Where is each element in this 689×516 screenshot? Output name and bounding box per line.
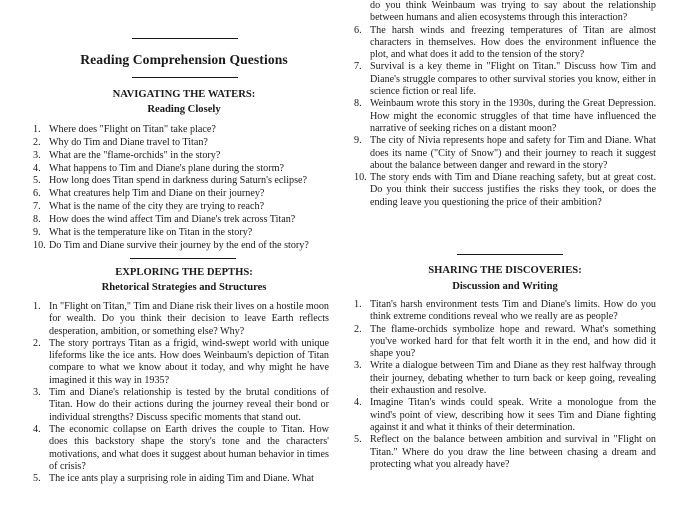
question-number: 9. [354,135,362,147]
question-text: The city of Nivia represents hope and safety for Tim and Diane. What does its name ("City of Snow") and their journey to reach it suggest about the balance between danger and reward in the story? [370,135,656,171]
section2-title: EXPLORING THE DEPTHS: [115,267,253,278]
list-item [33,188,335,201]
question-number: 3. [33,149,41,161]
list-item [33,175,335,188]
question-text: The story portrays Titan as a frigid, wind-swept world with unique lifeforms like the ice ants. How does Weinbaum's depiction of Titan compare to what we know about it today, and why might he have imagined it this way in 1935? [49,337,329,386]
question-number: 1. [33,124,41,135]
question-text: What is the temperature like on Titan in the story? [49,226,253,238]
list-item [33,424,329,473]
question-number: 8. [33,213,41,225]
question-number: 2. [33,136,41,148]
question-number: 5. [33,473,41,485]
question-number: 10. [33,239,46,251]
question-text: do you think Weinbaum was trying to say about the relationship between humans and alien ecosystems through this interaction? [370,0,656,24]
section3-subtitle: Discussion and Writing [452,281,558,292]
question-number: 2. [354,323,362,335]
page-title: Reading Comprehension Questions [80,52,288,67]
question-text: The story ends with Tim and Diane reaching safety, but at great cost. Do you think their success justifies the risks they took, or does the ending leave you questioning the price of their ambition? [370,172,656,208]
question-number: 10. [354,172,367,184]
question-text: How does the wind affect Tim and Diane's trek across Titan? [49,213,296,225]
list-item [33,124,335,137]
question-number: 4. [33,423,41,435]
question-text: Why do Tim and Diane travel to Titan? [49,136,208,148]
question-number: 6. [354,24,362,36]
question-number: 1. [33,301,41,312]
section2-subtitle: Rhetorical Strategies and Structures [101,282,267,293]
question-number: 3. [33,387,41,399]
section3-rule [457,254,563,255]
list-item [354,434,656,471]
list-item [354,324,656,361]
list-item [33,214,335,227]
list-item [33,240,335,253]
list-item [354,299,656,324]
section1-title: NAVIGATING THE WATERS: [112,89,256,100]
question-text: In "Flight on Titan," Tim and Diane risk their lives on a hostile moon for wealth. Do you think their decision to leave Earth reflects desperation, ambition, or something else? Why? [49,301,329,337]
question-text: Where does "Flight on Titan" take place? [49,124,216,135]
question-text: The ice ants play a surprising role in aiding Tim and Diane. What [49,473,314,485]
section3-question-list [354,299,656,471]
question-text: What happens to Tim and Diane's plane during the storm? [49,162,284,174]
list-item [33,301,329,338]
question-text: Tim and Diane's relationship is tested by the brutal conditions of Titan. How do their actions during the journey reveal their bond or individual strengths? Discuss specific moments that stand out. [49,387,329,423]
question-text: The flame-orchids symbolize hope and reward. What's something you've worked hard for that felt worth it in the end, and how did it shape you? [370,323,656,360]
title-rule-top [132,38,238,39]
question-number: 5. [33,175,41,187]
question-number: 7. [354,61,362,73]
list-item [33,227,335,240]
list-item [354,98,656,135]
question-number: 1. [354,299,362,310]
list-item [354,61,656,98]
question-text: Write a dialogue between Tim and Diane as they rest halfway through their journey, debating whether to turn back or keep going, revealing their exhaustion and resolve. [370,360,656,397]
question-text: Weinbaum wrote this story in the 1930s, during the Great Depression. How might the economic struggles of that time have influenced the narrative of seeking riches on a distant moon? [370,98,656,134]
question-text: Reflect on the balance between ambition and survival in "Flight on Titan." Where do you draw the line between chasing a dream and protecting what you already have? [370,434,656,470]
question-number: 3. [354,360,362,372]
list-item [354,135,656,172]
list-item [33,201,335,214]
section1-question-list [33,124,335,252]
question-text: How long does Titan spend in darkness during Saturn's eclipse? [49,175,308,187]
list-item [354,172,656,209]
question-number: 6. [33,188,41,200]
question-text: Survival is a key theme in "Flight on Titan." Discuss how Tim and Diane's struggle compares to other survival stories you know, either in science fiction or real life. [370,61,656,98]
list-item [354,0,656,25]
list-item [33,150,335,163]
list-item [33,338,329,387]
question-number: 9. [33,226,41,238]
section1-subtitle: Reading Closely [147,104,221,115]
list-item [33,137,335,150]
list-item [354,25,656,62]
question-text: The economic collapse on Earth drives the couple to Titan. How does this backstory shape the story's tone and the characters' motivations, and what does it suggest about human behavior in times of crisis? [49,423,329,472]
question-text: What creatures help Tim and Diane on their journey? [49,188,265,200]
section2-rule [130,258,236,259]
question-number: 5. [354,434,362,446]
question-text: What is the name of the city they are trying to reach? [49,201,265,213]
list-item [33,473,329,485]
question-text: What are the "flame-orchids" in the story? [49,149,221,161]
question-number: 4. [33,162,41,174]
question-number: 8. [354,98,362,110]
section2-continued-list [354,0,656,209]
list-item [33,163,335,176]
title-rule-bottom [132,77,238,78]
question-text: Do Tim and Diane survive their journey by the end of the story? [49,239,309,251]
list-item [33,387,329,424]
section3-title: SHARING THE DISCOVERIES: [428,265,582,276]
section2-question-list [33,301,329,485]
question-number: 4. [354,397,362,409]
question-text: The harsh winds and freezing temperatures of Titan are almost characters in themselves. How does the environment influence the plot, and what does it add to the tension of the story? [370,24,656,61]
question-number: 7. [33,201,41,213]
question-number: 2. [33,337,41,349]
list-item [354,360,656,397]
question-text: Imagine Titan's winds could speak. Write a monologue from the wind's point of view, describing how it sees Tim and Diane fighting against it and what it thinks of their determination. [370,397,656,433]
question-text: Titan's harsh environment tests Tim and Diane's limits. How do you think extreme conditions reveal who we really are as people? [370,299,656,323]
list-item [354,397,656,434]
